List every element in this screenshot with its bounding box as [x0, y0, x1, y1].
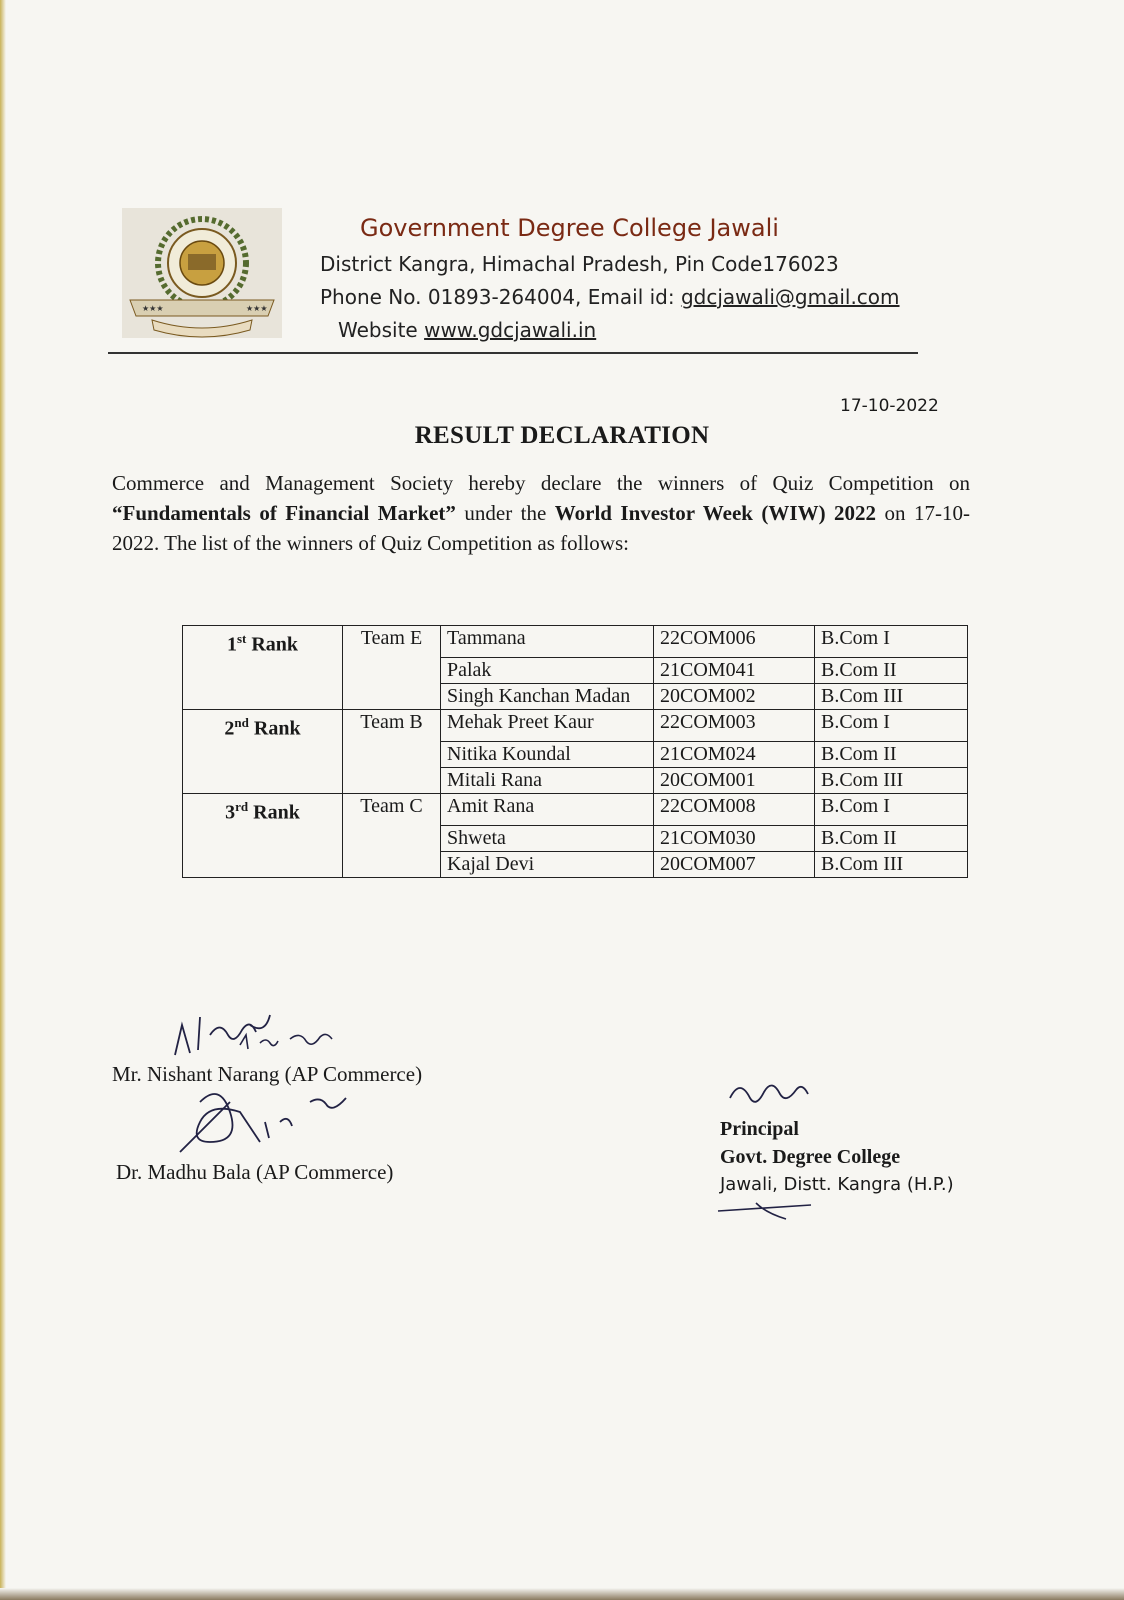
para-part-1: Commerce and Management Society hereby declare the winners of Quiz Competition on — [112, 471, 970, 495]
para-part-5: on 17-10-2022. The list of the winners of Quiz Competition as follows: — [112, 501, 970, 555]
team-cell — [343, 684, 441, 710]
class-cell: B.Com II — [815, 826, 968, 852]
member-name: Tammana — [441, 626, 654, 658]
member-name: Mitali Rana — [441, 768, 654, 794]
para-event: World Investor Week (WIW) 2022 — [554, 501, 877, 525]
class-cell: B.Com II — [815, 658, 968, 684]
rank-cell — [183, 742, 343, 768]
team-cell: Team B — [343, 710, 441, 742]
member-name: Nitika Koundal — [441, 742, 654, 768]
rank-cell — [183, 852, 343, 878]
letterhead-divider — [108, 352, 918, 354]
principal-stamp — [720, 1115, 954, 1199]
declaration-paragraph — [112, 468, 970, 558]
website-line — [338, 318, 596, 342]
email-link[interactable]: gdcjawali@gmail.com — [680, 285, 900, 309]
team-cell — [343, 852, 441, 878]
signature-madhu — [170, 1082, 370, 1162]
rank-cell — [183, 626, 343, 658]
website-label: Website — [338, 318, 425, 342]
member-name: Singh Kanchan Madan — [441, 684, 654, 710]
team-cell — [343, 826, 441, 852]
member-name: Amit Rana — [441, 794, 654, 826]
signatory-1-name: Mr. Nishant Narang (AP Commerce) — [112, 1062, 423, 1086]
scan-bottom-edge — [0, 1588, 1124, 1600]
document-date: 17-10-2022 — [840, 396, 939, 416]
roll-number: 20COM007 — [654, 852, 815, 878]
team-cell — [343, 658, 441, 684]
table-row — [183, 742, 968, 768]
team-cell — [343, 768, 441, 794]
class-cell: B.Com III — [815, 852, 968, 878]
principal-college: Govt. Degree College — [720, 1146, 901, 1168]
website-link[interactable]: www.gdcjawali.in — [424, 318, 597, 342]
principal-title: Principal — [720, 1118, 799, 1140]
rank-cell — [183, 794, 343, 826]
contact-line — [320, 285, 900, 309]
svg-text:★★★: ★★★ — [142, 304, 164, 313]
roll-number: 21COM030 — [654, 826, 815, 852]
roll-number: 22COM008 — [654, 794, 815, 826]
table-row — [183, 852, 968, 878]
roll-number: 21COM041 — [654, 658, 815, 684]
team-cell: Team E — [343, 626, 441, 658]
table-row — [183, 626, 968, 658]
class-cell: B.Com I — [815, 626, 968, 658]
table-row — [183, 826, 968, 852]
signature-nishant — [170, 1005, 370, 1065]
phone-label: Phone No. 01893-264004, Email id: — [320, 285, 681, 309]
rank-word: Rank — [246, 633, 299, 656]
member-name: Palak — [441, 658, 654, 684]
rank-suffix: rd — [235, 799, 249, 815]
college-name: Government Degree College Jawali — [360, 214, 779, 242]
roll-number: 20COM002 — [654, 684, 815, 710]
para-part-3: under the — [455, 501, 555, 525]
para-topic: “Fundamentals of Financial Market” — [112, 501, 456, 525]
rank-suffix: nd — [234, 715, 249, 731]
table-row — [183, 794, 968, 826]
signature-principal — [720, 1068, 840, 1108]
class-cell: B.Com I — [815, 710, 968, 742]
roll-number: 20COM001 — [654, 768, 815, 794]
roll-number: 21COM024 — [654, 742, 815, 768]
member-name: Shweta — [441, 826, 654, 852]
rank-cell — [183, 768, 343, 794]
roll-number: 22COM003 — [654, 710, 815, 742]
rank-word: Rank — [248, 717, 301, 740]
class-cell: B.Com I — [815, 794, 968, 826]
rank-number: 2 — [224, 717, 235, 740]
rank-cell — [183, 658, 343, 684]
table-row — [183, 658, 968, 684]
principal-location: Jawali, Distt. Kangra (H.P.) — [720, 1174, 954, 1195]
rank-cell — [183, 826, 343, 852]
class-cell: B.Com III — [815, 684, 968, 710]
rank-suffix: st — [236, 631, 247, 646]
rank-number: 3 — [225, 801, 236, 824]
table-row — [183, 684, 968, 710]
class-cell: B.Com II — [815, 742, 968, 768]
rank-word: Rank — [248, 801, 300, 824]
scan-edge — [0, 0, 6, 1600]
table-row — [183, 710, 968, 742]
college-logo — [122, 208, 282, 338]
rank-cell — [183, 710, 343, 742]
results-table — [182, 625, 968, 878]
svg-text:★★★: ★★★ — [246, 304, 268, 313]
member-name: Kajal Devi — [441, 852, 654, 878]
rank-number: 1 — [226, 633, 237, 656]
roll-number: 22COM006 — [654, 626, 815, 658]
team-cell: Team C — [343, 794, 441, 826]
principal-underline-scrawl — [716, 1195, 816, 1225]
signatory-2-name: Dr. Madhu Bala (AP Commerce) — [116, 1160, 394, 1184]
class-cell: B.Com III — [815, 768, 968, 794]
document-heading: RESULT DECLARATION — [414, 422, 710, 449]
team-cell — [343, 742, 441, 768]
college-address: District Kangra, Himachal Pradesh, Pin Code176023 — [320, 252, 839, 276]
rank-cell — [183, 684, 343, 710]
member-name: Mehak Preet Kaur — [441, 710, 654, 742]
table-row — [183, 768, 968, 794]
